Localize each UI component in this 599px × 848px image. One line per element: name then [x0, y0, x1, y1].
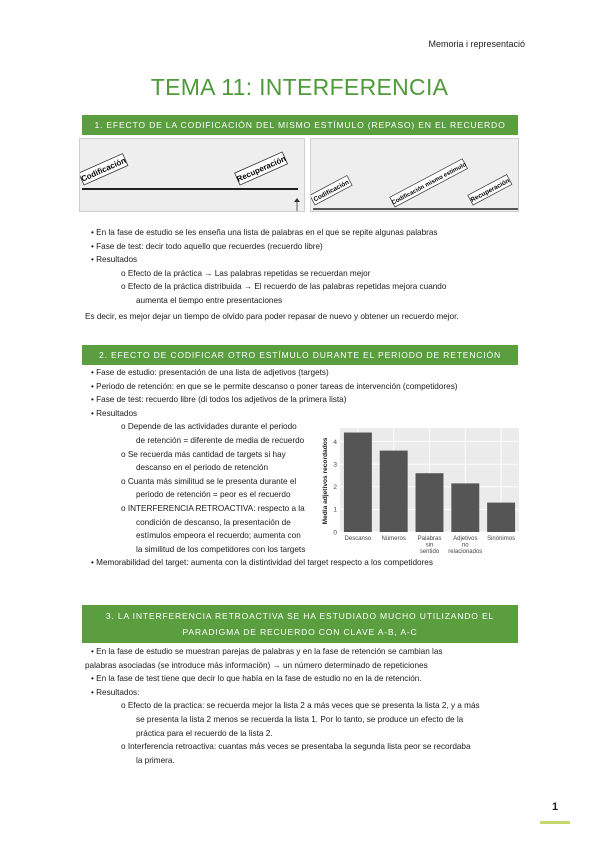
- header-note: Memoria i representació: [428, 39, 525, 49]
- chart-x-tick-label: Palabras sin sentido: [417, 536, 442, 556]
- s2-result-1: o Depende de las actividades durante el periodo: [121, 422, 297, 432]
- s3-result-practice: o Efecto de la practica: se recuerda mejor la lista 2 a más veces que se presenta la lista 2, y a más: [121, 701, 480, 711]
- s3-result-practice-cont-1: se presenta la lista 2 menos se recuerda la lista 1. Por lo tanto, se produce un efecto de la: [136, 714, 464, 724]
- s3-bullet-results: • Resultados:: [91, 687, 140, 697]
- s2-result-4-cont-2: estímulos empeora el recuerdo; aumenta con: [136, 531, 301, 541]
- s1-result-distributed-cont: aumenta el tiempo entre presentaciones: [136, 295, 283, 305]
- s2-result-3-cont: periodo de retención = peor es el recuerdo: [136, 490, 291, 500]
- diagram-repetition-single: [79, 138, 305, 212]
- s2-bullet-test: • Fase de test: recuerdo libre (di todos los adjetivos de la primera lista): [91, 395, 347, 405]
- s2-result-4-cont-1: condición de descanso, la presentación de: [136, 517, 291, 527]
- s3-result-retroactive-cont: la primera.: [136, 755, 175, 765]
- chart-x-tick-label: Sinónimos: [487, 536, 516, 542]
- section-1-body: [85, 226, 515, 323]
- section-3-heading: 3. LA INTERFERENCIA RETROACTIVA SE HA ESTUDIADO MUCHO UTILIZANDO EL PARADIGMA DE RECUERDO CON CLAVE A-B, A-C: [82, 605, 518, 643]
- page-title: TEMA 11: INTERFERENCIA: [150, 74, 449, 100]
- s1-bullet-results: • Resultados: [91, 255, 138, 265]
- diagram-label-recuperacion: Recuperación: [235, 154, 288, 184]
- page-number: 1: [551, 801, 559, 813]
- s2-bullet-retention: • Periodo de retención: en que se le permite descanso o poner tareas de intervención (competidores): [91, 381, 458, 391]
- s2-bullet-memorability: • Memorabilidad del target: aumenta con la distintividad del target respecto a los competidores: [91, 558, 433, 568]
- chart-x-tick-label: Descanso: [344, 536, 372, 542]
- diagram-label-codificacion: Codificación: [80, 155, 128, 184]
- chart-y-tick-label: 2: [333, 484, 337, 492]
- chart-bar: [487, 503, 515, 532]
- s2-result-4: o INTERFERENCIA RETROACTIVA: respecto a la: [121, 503, 305, 513]
- s3-result-practice-cont-2: práctica para el recuerdo de la lista 2.: [136, 728, 273, 738]
- diagram-label-codificacion-2: Codificación: [312, 178, 351, 204]
- s2-bullet-results: • Resultados: [91, 408, 138, 418]
- s1-result-distributed: o Efecto de la práctica distribuida → El recuerdo de las palabras repetidas mejora cuando: [121, 282, 447, 292]
- s2-result-1-cont: de retención = diferente de media de recuerdo: [136, 435, 305, 445]
- chart-bar: [416, 473, 444, 532]
- chart-bar: [344, 433, 372, 532]
- s2-result-2: o Se recuerda más cantidad de targets si hay: [121, 449, 286, 459]
- s2-result-3: o Cuanta más similitud se le presenta durante el: [121, 476, 297, 486]
- s3-bullet-test: • En la fase de test tiene que decir lo que había en la fase de estudio no en la de retención.: [91, 674, 422, 684]
- s1-result-practice: o Efecto de la práctica → Las palabras repetidas se recuerdan mejor: [121, 268, 371, 278]
- s2-result-4-cont-3: la similitud de los competidores con los targets: [136, 544, 306, 554]
- chart-x-tick-label: Números: [381, 536, 406, 542]
- chart-x-tick-label: Adjetivos no relacionados: [448, 536, 483, 556]
- s2-result-2-cont: descanso en el periodo de retención: [136, 463, 269, 473]
- chart-bar: [451, 483, 479, 532]
- s3-result-retroactive: o Interferencia retroactiva: cuantas más veces se presentaba la segunda lista peor se recordaba: [121, 742, 471, 752]
- page-number-underline: [540, 821, 570, 824]
- s1-bullet-test: • Fase de test: decir todo aquello que recuerdes (recuerdo libre): [91, 241, 323, 251]
- section-2-heading: 2. EFECTO DE CODIFICAR OTRO ESTÍMULO DURANTE EL PERIODO DE RETENCIÓN: [82, 345, 518, 365]
- chart-y-tick-label: 3: [333, 461, 337, 469]
- diagram-label-recuperacion-2: Recuperación: [469, 177, 511, 204]
- s1-bullet-study: • En la fase de estudio se les enseña una lista de palabras en el que se repite algunas palabras: [91, 228, 438, 237]
- recall-bar-chart: [318, 426, 521, 561]
- s2-bullet-study: • Fase de estudio: presentación de una lista de adjetivos (targets): [91, 368, 329, 377]
- diagram-repetition-double: [310, 138, 519, 212]
- chart-bar: [380, 451, 408, 532]
- chart-y-tick-label: 1: [333, 506, 337, 514]
- section-3-body: [85, 645, 515, 767]
- s3-bullet-study-cont: palabras asociadas (se introduce más información) → un número determinado de repeticiones: [85, 660, 428, 670]
- chart-y-tick-label: 4: [333, 438, 337, 446]
- section-1-heading: 1. EFECTO DE LA CODIFICACIÓN DEL MISMO ESTÍMULO (REPASO) EN EL RECUERDO: [82, 115, 518, 135]
- s1-conclusion: Es decir, es mejor dejar un tiempo de olvido para poder repasar de nuevo y obtener un recuerdo mejor.: [85, 311, 459, 321]
- s3-bullet-study: • En la fase de estudio se muestran parejas de palabras y en la fase de retención se cambian las: [91, 647, 443, 656]
- chart-y-tick-label: 0: [333, 529, 337, 537]
- chart-y-axis-label: Media adjetivos recordados: [322, 437, 329, 525]
- diagram-label-codificacion-mismo-estimulo: Codificación mismo estímulo: [391, 162, 468, 207]
